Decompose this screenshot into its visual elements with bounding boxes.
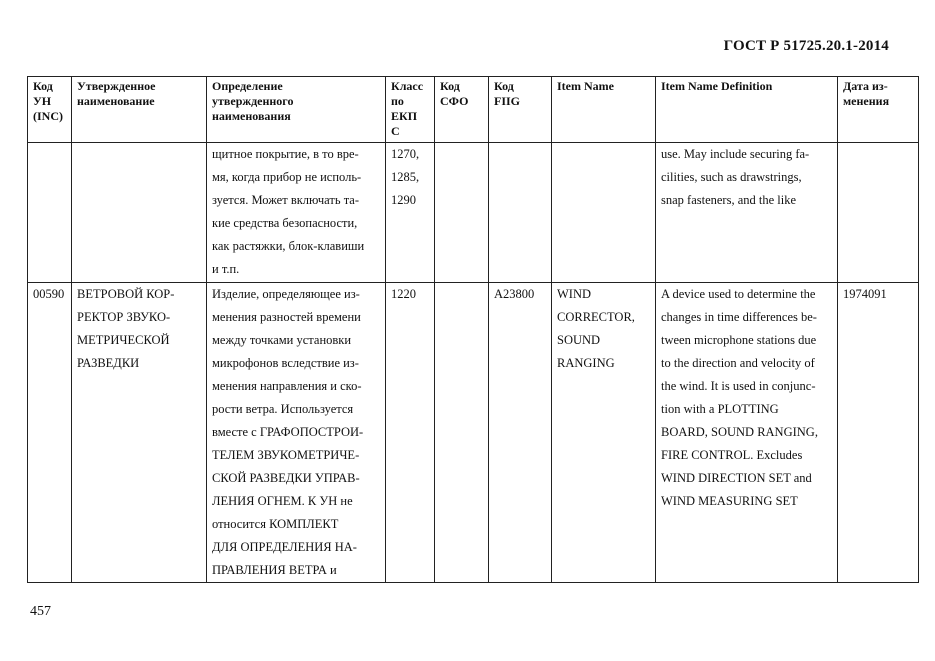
column-header: [207, 77, 386, 143]
cell-line: кие средства безопасности,: [212, 216, 358, 230]
header-line: Код: [33, 79, 53, 93]
cell-inc: [28, 283, 72, 583]
header-line: менения: [843, 94, 890, 108]
cell-line: вместе с ГРАФОПОСТРОИ-: [212, 425, 364, 439]
cell-name: [72, 143, 207, 283]
cell-definition: [207, 283, 386, 583]
cell-line: snap fasteners, and the like: [661, 193, 797, 207]
cell-line: ДЛЯ ОПРЕДЕЛЕНИЯ НА-: [212, 540, 357, 554]
cell-date: [838, 143, 919, 283]
header-line: наименование: [77, 94, 155, 108]
cell-line: use. May include securing fa-: [661, 147, 810, 161]
table-row: [28, 283, 919, 583]
cell-class: [386, 143, 435, 283]
cell-line: между точками установки: [212, 333, 352, 347]
header-line: СФО: [440, 94, 469, 108]
cell-line: to the direction and velocity of: [661, 356, 815, 370]
cell-line: tween microphone stations due: [661, 333, 817, 347]
header-line: Класс: [391, 79, 424, 93]
cell-line: 1290: [391, 193, 416, 207]
cell-line: ВЕТРОВОЙ КОР-: [77, 287, 175, 301]
cell-item-name: [552, 283, 656, 583]
cell-line: WIND MEASURING SET: [661, 494, 798, 508]
cell-date: [838, 283, 919, 583]
cell-line: Изделие, определяющее из-: [212, 287, 360, 301]
cell-definition: [207, 143, 386, 283]
header-line: Код: [440, 79, 460, 93]
cell-line: changes in time differences be-: [661, 310, 817, 324]
cell-inc: [28, 143, 72, 283]
header-line: ЕКП: [391, 109, 418, 123]
cell-line: рости ветра. Используется: [212, 402, 354, 416]
cell-line: и т.п.: [212, 262, 240, 276]
column-header: [838, 77, 919, 143]
cell-line: WIND: [557, 287, 592, 301]
cell-line: 00590: [33, 287, 65, 301]
column-header: [552, 77, 656, 143]
cell-class: [386, 283, 435, 583]
cell-line: WIND DIRECTION SET and: [661, 471, 812, 485]
document-code: ГОСТ Р 51725.20.1-2014: [723, 38, 889, 54]
page-number: 457: [30, 604, 51, 619]
column-header: [386, 77, 435, 143]
cell-line: cilities, such as drawstrings,: [661, 170, 802, 184]
cell-line: микрофонов вследствие из-: [212, 356, 359, 370]
header-line: Утвержденное: [77, 79, 156, 93]
cell-line: A23800: [494, 287, 535, 301]
cell-line: относится КОМПЛЕКТ: [212, 517, 339, 531]
cell-line: SOUND: [557, 333, 601, 347]
cell-sfo: [435, 143, 489, 283]
column-header: [435, 77, 489, 143]
cell-line: tion with a PLOTTING: [661, 402, 779, 416]
cell-line: 1270,: [391, 147, 420, 161]
header-line: Дата из-: [843, 79, 888, 93]
cell-item-name: [552, 143, 656, 283]
header-line: УН: [33, 94, 52, 108]
cell-line: the wind. It is used in conjunc-: [661, 379, 816, 393]
cell-line: как растяжки, блок-клавиши: [212, 239, 365, 253]
cell-line: щитное покрытие, в то вре-: [212, 147, 359, 161]
header-line: утвержденного: [212, 94, 294, 108]
cell-item-def: [656, 143, 838, 283]
cell-line: 1220: [391, 287, 416, 301]
cell-line: МЕТРИЧЕСКОЙ: [77, 333, 170, 347]
table-header-row: [28, 77, 919, 143]
header-line: Item Name Definition: [661, 79, 773, 93]
cell-name: [72, 283, 207, 583]
cell-line: СКОЙ РАЗВЕДКИ УПРАВ-: [212, 471, 360, 485]
header-line: FIIG: [494, 94, 521, 108]
cell-line: ТЕЛЕМ ЗВУКОМЕТРИЧЕ-: [212, 448, 360, 462]
cell-line: менения направления и ско-: [212, 379, 362, 393]
cell-line: РЕКТОР ЗВУКО-: [77, 310, 171, 324]
cell-sfo: [435, 283, 489, 583]
cell-fiig: [489, 143, 552, 283]
cell-line: ПРАВЛЕНИЯ ВЕТРА и: [212, 563, 337, 577]
cell-line: CORRECTOR,: [557, 310, 635, 324]
cell-line: ЛЕНИЯ ОГНЕМ. К УН не: [212, 494, 353, 508]
cell-fiig: [489, 283, 552, 583]
cell-line: FIRE CONTROL. Excludes: [661, 448, 803, 462]
cell-line: мя, когда прибор не исполь-: [212, 170, 362, 184]
column-header: [489, 77, 552, 143]
gost-table: [27, 76, 919, 583]
cell-line: BOARD, SOUND RANGING,: [661, 425, 818, 439]
header-line: Код: [494, 79, 514, 93]
cell-line: A device used to determine the: [661, 287, 816, 301]
cell-line: 1974091: [843, 287, 887, 301]
header-line: наименования: [212, 109, 291, 123]
header-line: Item Name: [557, 79, 614, 93]
cell-line: менения разностей времени: [212, 310, 361, 324]
table-row: [28, 143, 919, 283]
cell-line: 1285,: [391, 170, 420, 184]
header-line: Определение: [212, 79, 283, 93]
cell-item-def: [656, 283, 838, 583]
header-line: С: [391, 124, 400, 138]
header-line: (INC): [33, 109, 63, 123]
column-header: [28, 77, 72, 143]
cell-line: зуется. Может включать та-: [212, 193, 360, 207]
column-header: [72, 77, 207, 143]
cell-line: RANGING: [557, 356, 615, 370]
column-header: [656, 77, 838, 143]
cell-line: РАЗВЕДКИ: [77, 356, 140, 370]
header-line: по: [391, 94, 404, 108]
